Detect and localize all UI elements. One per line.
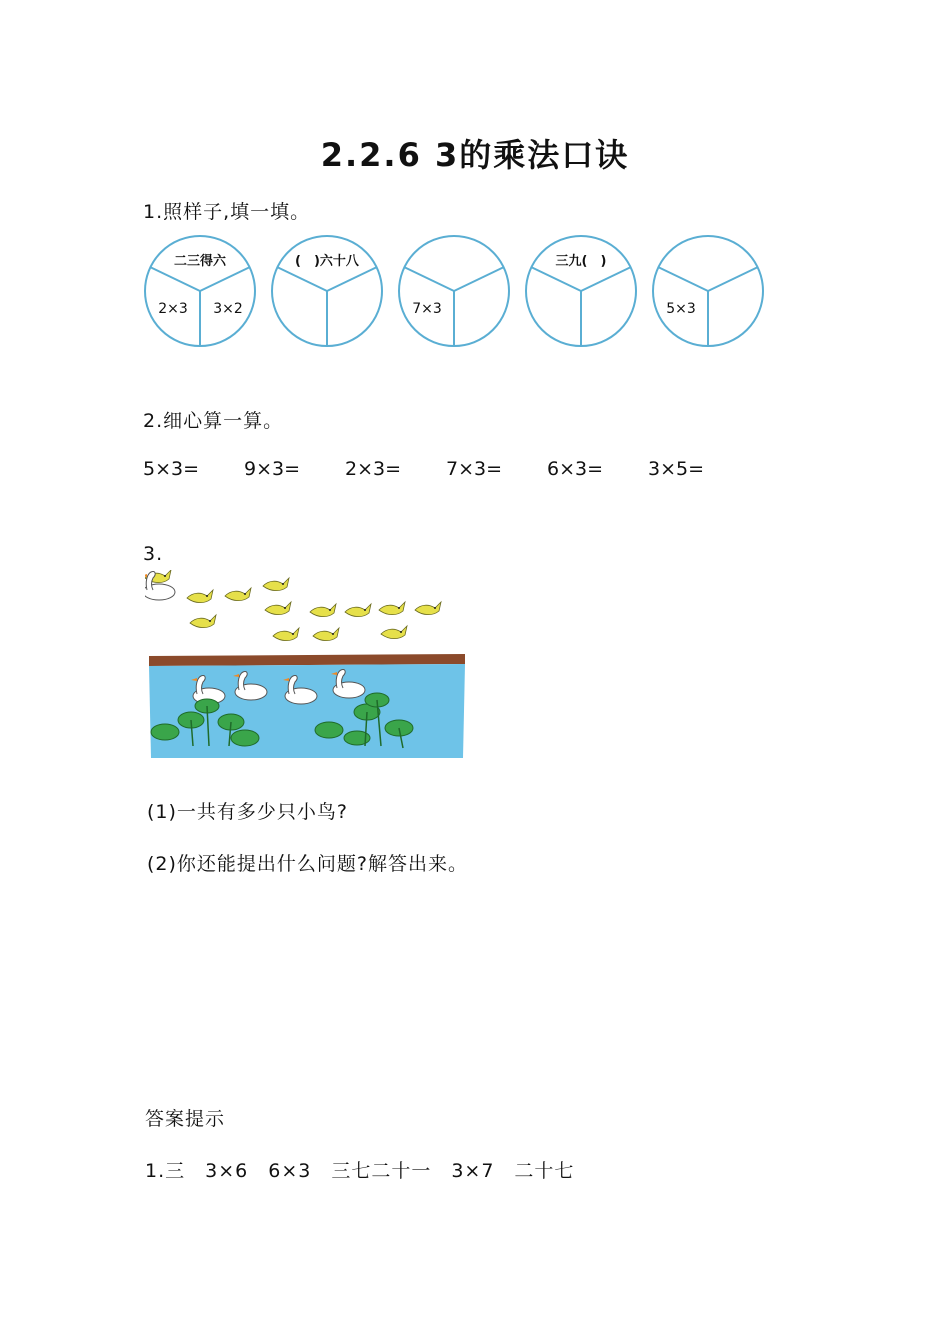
bird-icon: [263, 578, 289, 591]
bird-icon: [310, 604, 336, 617]
bird-icon: [313, 628, 339, 641]
circle-1-right: 3×2: [213, 301, 243, 317]
bird-icon: [381, 626, 407, 639]
bird-icon: [187, 590, 213, 603]
calc-item-1: 5×3=: [143, 458, 200, 480]
question-2-label: 2.细心算一算。: [143, 410, 284, 432]
circle-2: [272, 236, 382, 346]
bird-icon: [379, 602, 405, 615]
circle-4: [526, 236, 636, 346]
question-3-sub-2: (2)你还能提出什么问题?解答出来。: [147, 853, 468, 875]
bird-icon: [225, 588, 251, 601]
bird-icon: [190, 615, 216, 628]
question-1-label: 1.照样子,填一填。: [143, 201, 311, 223]
circle-4-top: 三九( ): [555, 254, 607, 269]
circle-3-left: 7×3: [412, 301, 442, 317]
multiplication-circles: [140, 233, 780, 353]
calculation-row: [143, 458, 749, 480]
question-3-label: 3.: [143, 543, 164, 565]
page-title: 2.2.6 3的乘法口诀: [320, 136, 630, 174]
birds: [145, 570, 441, 641]
circle-1-left: 2×3: [158, 301, 188, 317]
bird-icon: [415, 602, 441, 615]
bird-icon: [273, 628, 299, 641]
river-bank: [149, 654, 465, 666]
pond-water: [149, 664, 465, 758]
pond-illustration: [145, 570, 470, 760]
bird-icon: [265, 602, 291, 615]
circle-3: [399, 236, 509, 346]
answers-heading: 答案提示: [145, 1108, 226, 1130]
calc-item-3: 2×3=: [345, 458, 402, 480]
calc-item-6: 3×5=: [648, 458, 705, 480]
circle-5: [653, 236, 763, 346]
circle-1: [145, 236, 255, 346]
circle-2-top: ( )六十八: [295, 254, 359, 269]
calc-item-2: 9×3=: [244, 458, 301, 480]
calc-item-4: 7×3=: [446, 458, 503, 480]
bird-icon: [345, 604, 371, 617]
circle-1-top: 二三得六: [173, 254, 227, 269]
calc-item-5: 6×3=: [547, 458, 604, 480]
answers-line-1: 1.三 3×6 6×3 三七二十一 3×7 二十七: [145, 1160, 575, 1182]
question-3-sub-1: (1)一共有多少只小鸟?: [147, 801, 348, 823]
circle-5-left: 5×3: [666, 301, 696, 317]
